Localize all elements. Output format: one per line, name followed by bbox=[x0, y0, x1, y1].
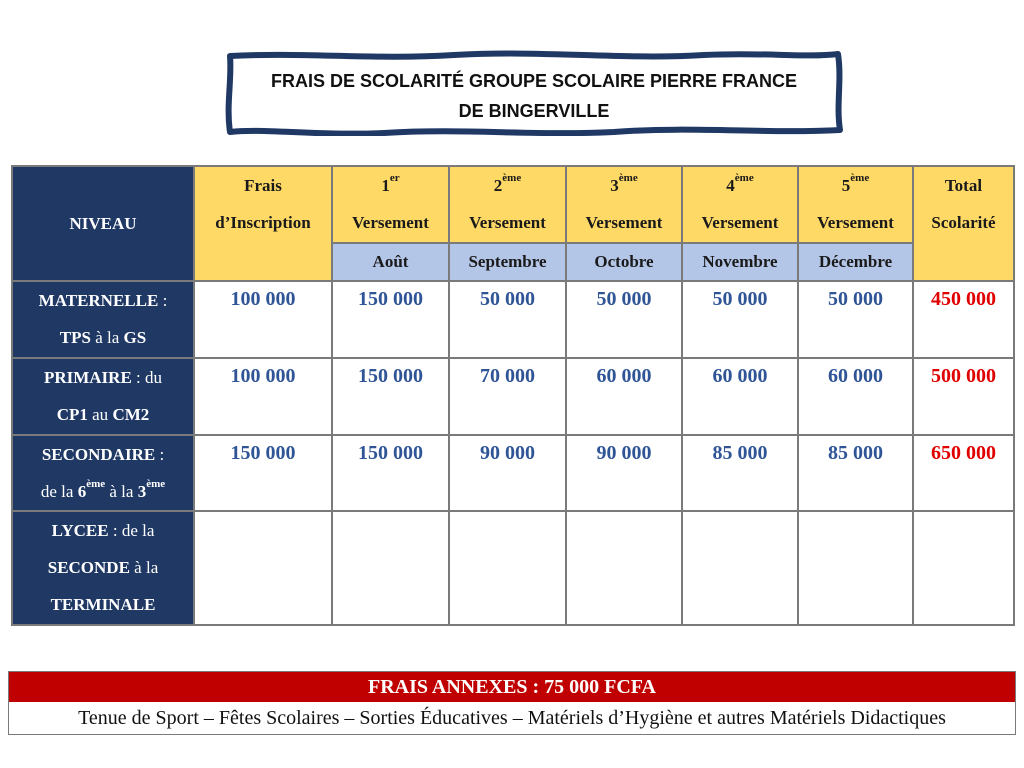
versement-label: Versement bbox=[469, 213, 546, 232]
versement-ordinal: ème bbox=[618, 172, 638, 185]
level-sep: : bbox=[155, 445, 165, 464]
month-cell: Octobre bbox=[566, 243, 682, 281]
level-sep: : bbox=[158, 291, 168, 310]
payment-value: 90 000 bbox=[566, 435, 682, 511]
level-from-ordinal: ème bbox=[86, 478, 106, 491]
payment-value bbox=[332, 511, 449, 625]
versement-label: Versement bbox=[701, 213, 779, 232]
level-to-ordinal: ème bbox=[146, 478, 166, 491]
inscription-value: 150 000 bbox=[194, 435, 332, 511]
inscription-value bbox=[194, 511, 332, 625]
month-cell: Septembre bbox=[449, 243, 566, 281]
level-name: SECONDAIRE bbox=[41, 445, 156, 464]
level-from: 6 bbox=[77, 482, 87, 501]
annex-fees-box bbox=[8, 671, 1016, 735]
versement-label: Versement bbox=[352, 213, 429, 232]
payment-value: 150 000 bbox=[332, 358, 449, 435]
month-cell: Décembre bbox=[798, 243, 913, 281]
level-to: GS bbox=[123, 328, 147, 347]
total-header-line1: Total bbox=[944, 176, 983, 195]
total-value bbox=[913, 511, 1014, 625]
payment-value bbox=[798, 511, 913, 625]
table-row-maternelle bbox=[12, 281, 1014, 358]
level-from: TPS bbox=[59, 328, 91, 347]
payment-value bbox=[449, 511, 566, 625]
payment-value: 50 000 bbox=[798, 281, 913, 358]
payment-value: 85 000 bbox=[798, 435, 913, 511]
level-cell bbox=[12, 511, 194, 625]
table-row-primaire bbox=[12, 358, 1014, 435]
level-to: TERMINALE bbox=[50, 595, 156, 614]
niveau-header: NIVEAU bbox=[12, 166, 194, 281]
title-banner bbox=[224, 50, 844, 136]
payment-value: 90 000 bbox=[449, 435, 566, 511]
month-cell: Août bbox=[332, 243, 449, 281]
level-cell bbox=[12, 281, 194, 358]
total-header bbox=[913, 166, 1014, 281]
versement-4-header bbox=[682, 166, 798, 243]
month-cell: Novembre bbox=[682, 243, 798, 281]
versement-ordinal: er bbox=[389, 172, 400, 185]
level-connector: à la bbox=[105, 482, 138, 501]
level-to: CM2 bbox=[112, 405, 150, 424]
title-line-1: FRAIS DE SCOLARITÉ GROUPE SCOLAIRE PIERRE FRANCE bbox=[270, 71, 798, 91]
level-connector: à la bbox=[90, 328, 124, 347]
versement-3-header bbox=[566, 166, 682, 243]
payment-value: 60 000 bbox=[798, 358, 913, 435]
payment-value bbox=[682, 511, 798, 625]
payment-value: 70 000 bbox=[449, 358, 566, 435]
title-line-2: DE BINGERVILLE bbox=[458, 101, 610, 121]
level-to: 3 bbox=[137, 482, 147, 501]
level-sep: : de la bbox=[108, 521, 155, 540]
versement-label: Versement bbox=[585, 213, 663, 232]
inscription-header bbox=[194, 166, 332, 281]
level-cell bbox=[12, 435, 194, 511]
level-name: PRIMAIRE bbox=[43, 368, 132, 387]
inscription-header-line2: d’Inscription bbox=[215, 213, 311, 232]
level-cell bbox=[12, 358, 194, 435]
versement-ordinal: ème bbox=[502, 172, 522, 185]
header-row bbox=[12, 166, 1014, 243]
level-name: MATERNELLE bbox=[38, 291, 159, 310]
total-value: 650 000 bbox=[913, 435, 1014, 511]
fees-table bbox=[11, 165, 1015, 626]
versement-number: 4 bbox=[726, 176, 735, 195]
versement-number: 2 bbox=[493, 176, 503, 195]
versement-label: Versement bbox=[817, 213, 894, 232]
versement-ordinal: ème bbox=[734, 172, 754, 185]
level-name: LYCEE bbox=[51, 521, 109, 540]
level-from: SECONDE bbox=[47, 558, 130, 577]
versement-ordinal: ème bbox=[850, 172, 870, 185]
payment-value: 150 000 bbox=[332, 281, 449, 358]
payment-value: 50 000 bbox=[682, 281, 798, 358]
annex-title: FRAIS ANNEXES : 75 000 FCFA bbox=[9, 672, 1015, 702]
level-from: CP1 bbox=[56, 405, 88, 424]
versement-number: 3 bbox=[610, 176, 619, 195]
total-header-line2: Scolarité bbox=[931, 213, 996, 232]
versement-2-header bbox=[449, 166, 566, 243]
payment-value: 60 000 bbox=[566, 358, 682, 435]
level-connector: à la bbox=[129, 558, 159, 577]
table-row-secondaire bbox=[12, 435, 1014, 511]
payment-value: 50 000 bbox=[449, 281, 566, 358]
total-value: 450 000 bbox=[913, 281, 1014, 358]
inscription-header-line1: Frais bbox=[244, 176, 282, 195]
payment-value bbox=[566, 511, 682, 625]
level-sep: : du bbox=[131, 368, 163, 387]
annex-description: Tenue de Sport – Fêtes Scolaires – Sorties Éducatives – Matériels d’Hygiène et autres Matériels Didactiques bbox=[9, 702, 1015, 734]
versement-1-header bbox=[332, 166, 449, 243]
inscription-value: 100 000 bbox=[194, 358, 332, 435]
level-prefix: de la bbox=[40, 482, 78, 501]
total-value: 500 000 bbox=[913, 358, 1014, 435]
inscription-value: 100 000 bbox=[194, 281, 332, 358]
table-row-lycee bbox=[12, 511, 1014, 625]
payment-value: 50 000 bbox=[566, 281, 682, 358]
payment-value: 150 000 bbox=[332, 435, 449, 511]
level-connector: au bbox=[87, 405, 113, 424]
payment-value: 60 000 bbox=[682, 358, 798, 435]
versement-number: 5 bbox=[841, 176, 851, 195]
versement-5-header bbox=[798, 166, 913, 243]
payment-value: 85 000 bbox=[682, 435, 798, 511]
versement-number: 1 bbox=[381, 176, 390, 195]
